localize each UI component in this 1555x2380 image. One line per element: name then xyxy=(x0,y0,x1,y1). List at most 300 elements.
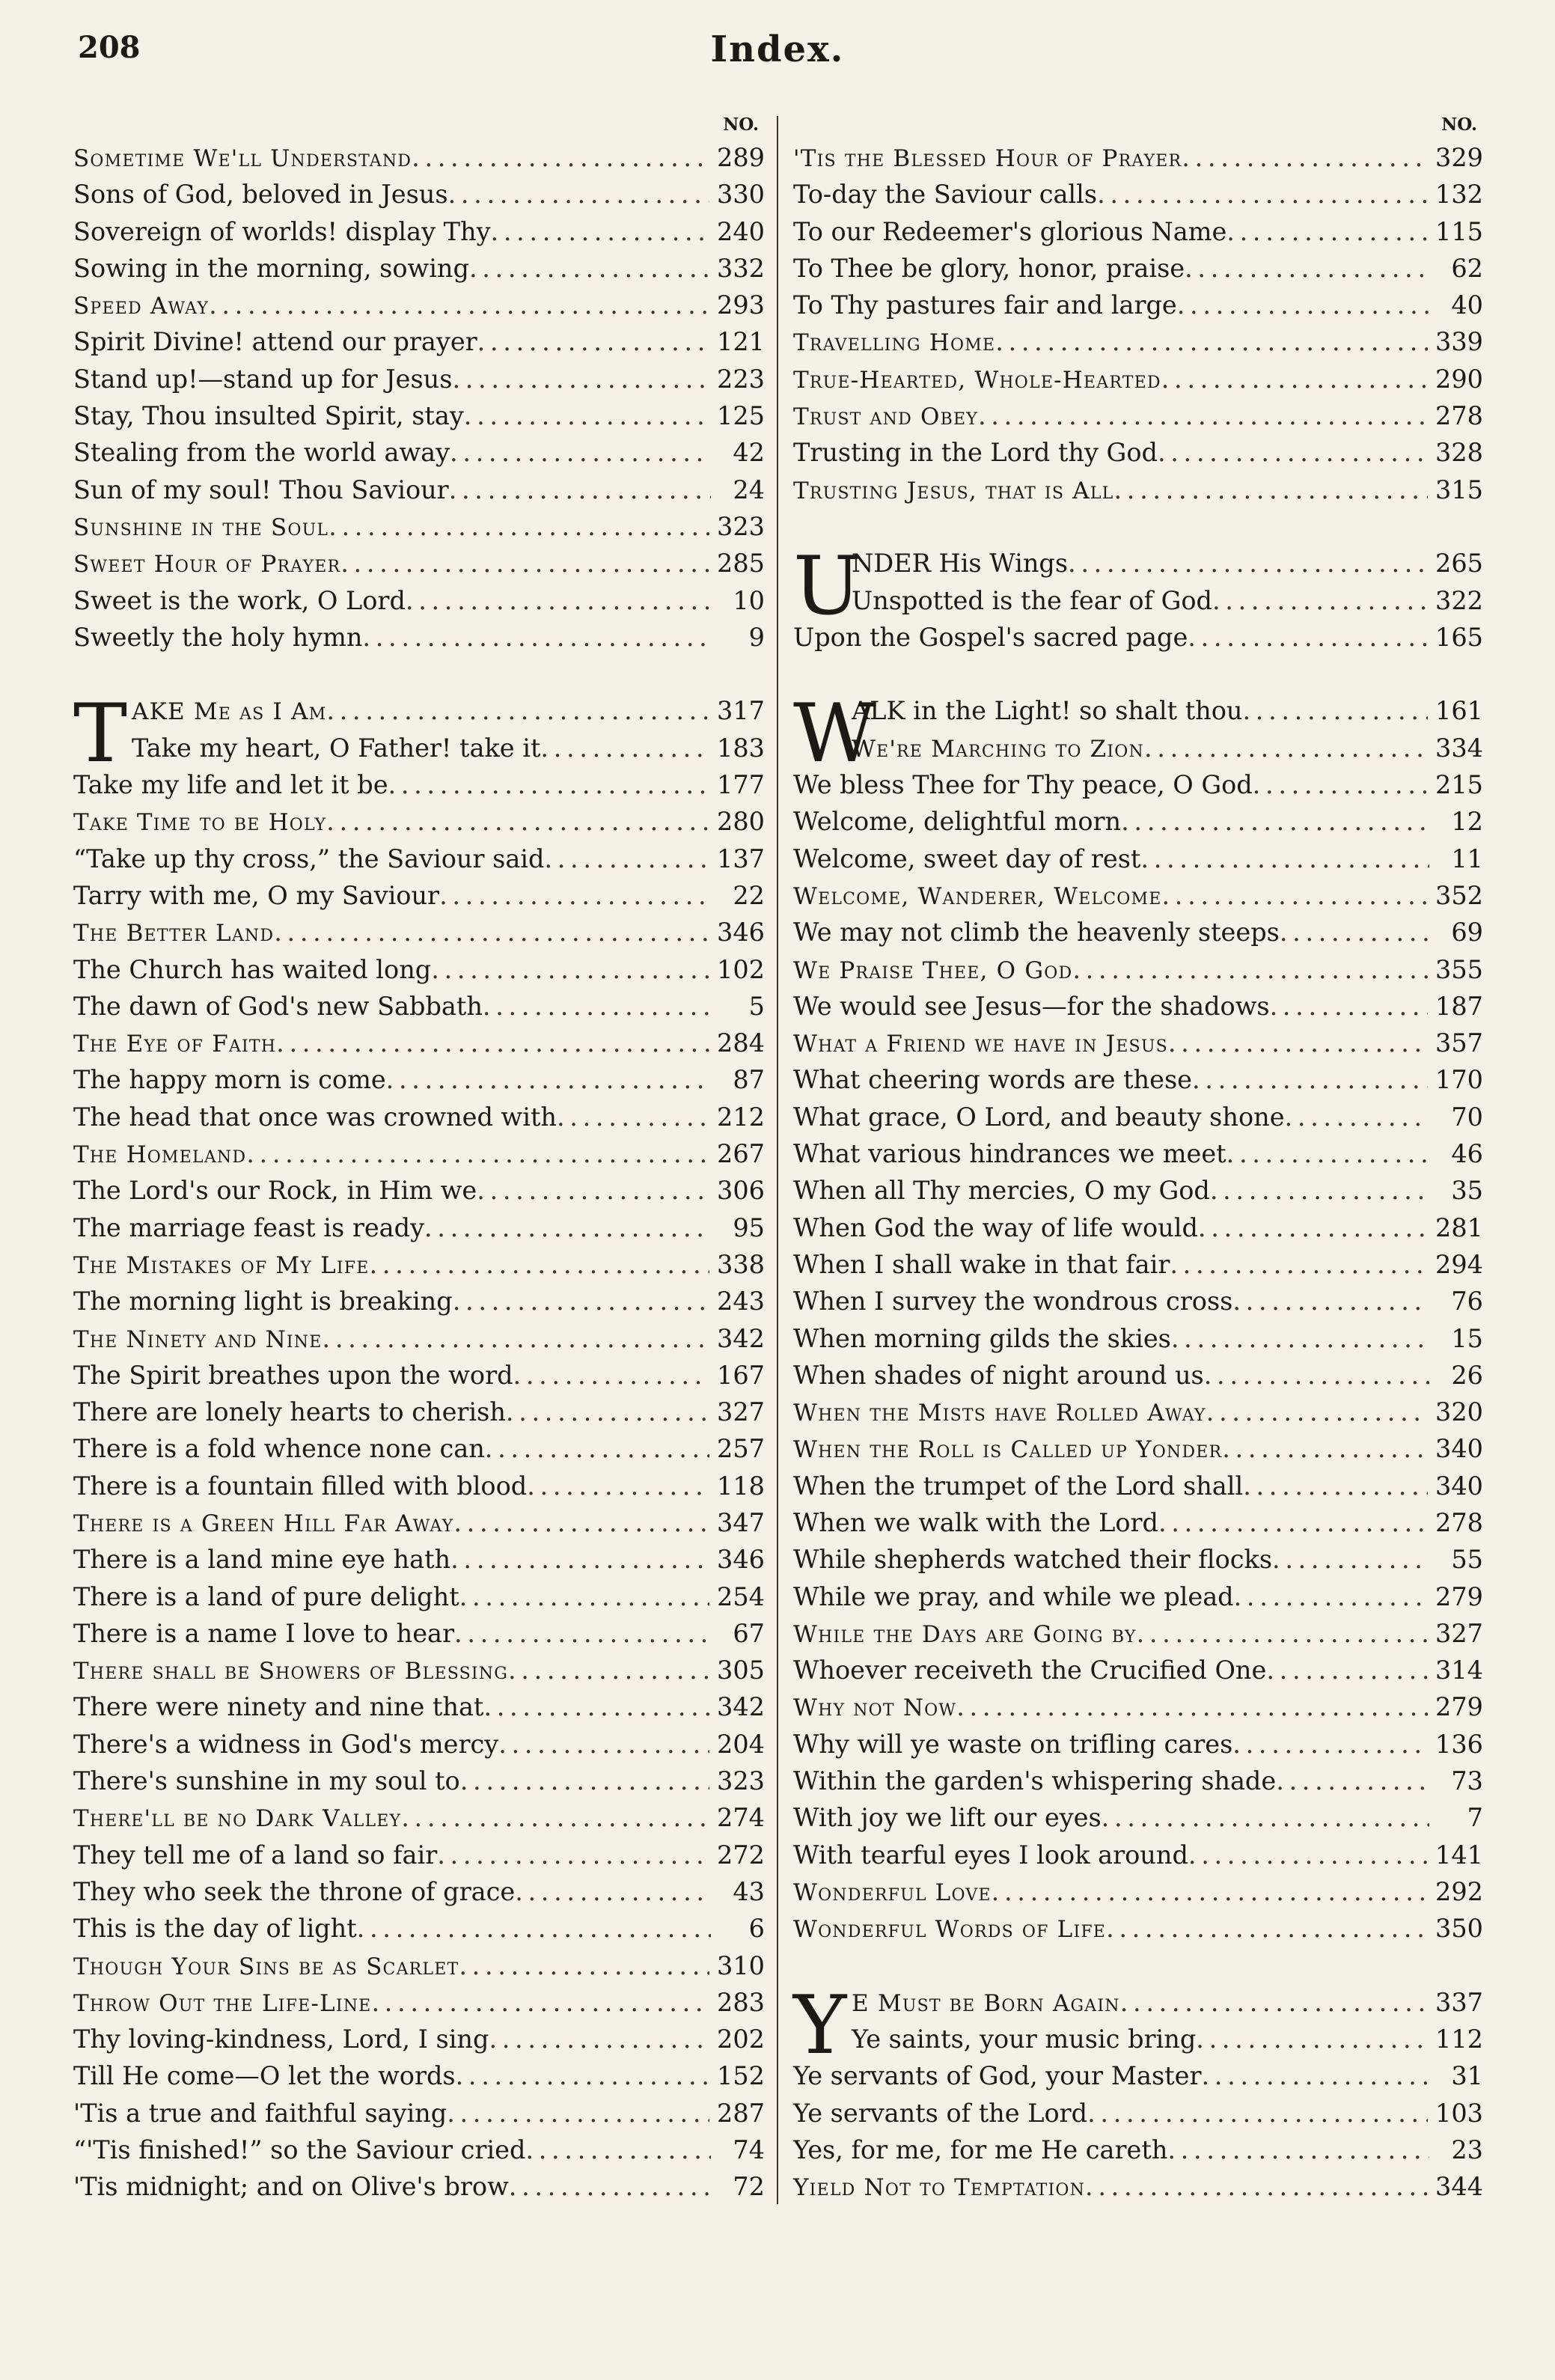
hymn-title: Wonderful Love xyxy=(793,1879,992,1906)
hymn-number: 73 xyxy=(1451,1766,1483,1796)
hymn-title: The Lord's our Rock, in Him we xyxy=(73,1176,477,1206)
drop-cap-initial: U xyxy=(793,540,862,634)
dot-leader xyxy=(1272,1541,1429,1578)
index-entry xyxy=(73,1763,765,1799)
hymn-title: Stealing from the world away xyxy=(73,438,450,468)
index-entry xyxy=(73,1615,765,1652)
dot-leader xyxy=(1106,1910,1428,1947)
hymn-title: Thy loving-kindness, Lord, I sing xyxy=(73,2024,489,2054)
index-entry xyxy=(793,2132,1483,2168)
dot-leader xyxy=(1206,1394,1428,1430)
hymn-title: What cheering words are these xyxy=(793,1065,1192,1095)
hymn-number: 170 xyxy=(1435,1065,1483,1095)
index-entry xyxy=(73,1504,765,1541)
hymn-number: 347 xyxy=(717,1507,765,1537)
hymn-number: 22 xyxy=(733,880,765,910)
index-entry xyxy=(73,582,765,619)
hymn-number: 278 xyxy=(1435,1507,1483,1537)
hymn-title: Ye servants of God, your Master xyxy=(793,2061,1202,2091)
dot-leader xyxy=(483,988,711,1025)
hymn-title: Upon the Gospel's sacred page xyxy=(793,622,1188,652)
hymn-title: Whoever receiveth the Crucified One xyxy=(793,1656,1267,1685)
index-entry xyxy=(73,914,765,951)
index-entry xyxy=(793,176,1483,213)
hymn-number: 74 xyxy=(733,2135,765,2165)
dot-leader xyxy=(1168,1025,1428,1061)
dot-leader xyxy=(326,692,709,729)
index-entry xyxy=(793,1283,1483,1319)
dot-leader xyxy=(1171,1320,1429,1357)
hymn-title: The Mistakes of My Life xyxy=(73,1251,370,1279)
dot-leader xyxy=(1158,1504,1428,1541)
dot-leader xyxy=(1072,951,1428,988)
hymn-title: When we walk with the Lord xyxy=(793,1507,1158,1537)
index-entry xyxy=(73,2132,765,2168)
hymn-title: Ye servants of the Lord xyxy=(793,2098,1088,2128)
hymn-title: Trusting Jesus, that is All xyxy=(793,477,1114,504)
hymn-number: 72 xyxy=(733,2172,765,2202)
dot-leader xyxy=(506,1394,709,1430)
hymn-number: 141 xyxy=(1435,1840,1483,1870)
index-entry xyxy=(793,1652,1483,1688)
dot-leader xyxy=(274,914,709,951)
dot-leader xyxy=(388,766,710,803)
section-spacer xyxy=(793,1947,1483,1984)
hymn-title: Stand up!—stand up for Jesus xyxy=(73,364,453,394)
dot-leader xyxy=(326,803,709,840)
index-entry xyxy=(73,250,765,287)
dot-leader xyxy=(995,323,1428,360)
dot-leader xyxy=(424,1209,711,1246)
index-entry xyxy=(73,1209,765,1246)
hymn-title: What grace, O Lord, and beauty shone xyxy=(793,1102,1285,1132)
dot-leader xyxy=(485,1430,709,1467)
hymn-title: There is a fountain filled with blood xyxy=(73,1471,528,1501)
hymn-number: 283 xyxy=(717,1987,765,2017)
index-entry xyxy=(793,1468,1483,1504)
index-entry xyxy=(73,545,765,582)
hymn-number: 137 xyxy=(717,843,765,873)
hymn-title: Yield Not to Temptation xyxy=(793,2174,1086,2202)
dot-leader xyxy=(406,582,711,619)
hymn-title: Why not Now xyxy=(793,1694,957,1722)
hymn-number: 136 xyxy=(1435,1729,1483,1759)
dot-leader xyxy=(1198,1209,1428,1246)
hymn-title: To our Redeemer's glorious Name xyxy=(793,216,1227,246)
hymn-title: 'Tis the Blessed Hour of Prayer xyxy=(793,145,1182,172)
hymn-number: 6 xyxy=(748,1914,765,1944)
hymn-number: 167 xyxy=(717,1360,765,1390)
hymn-number: 274 xyxy=(717,1803,765,1833)
dot-leader xyxy=(1192,1061,1428,1098)
hymn-title: The Homeland xyxy=(73,1141,247,1169)
hymn-number: 70 xyxy=(1451,1102,1483,1132)
index-entry xyxy=(793,250,1483,287)
index-entry xyxy=(73,2057,765,2094)
dot-leader xyxy=(1212,582,1428,619)
index-entry xyxy=(793,914,1483,951)
index-entry xyxy=(73,139,765,176)
hymn-title: When shades of night around us xyxy=(793,1360,1204,1390)
hymn-title: There were ninety and nine that xyxy=(73,1692,484,1722)
hymn-title: When God the way of life would xyxy=(793,1212,1198,1242)
hymn-number: 23 xyxy=(1451,2135,1483,2165)
hymn-title: Sowing in the morning, sowing xyxy=(73,253,469,283)
hymn-title: E Must be Born Again xyxy=(852,1989,1120,2017)
index-entry xyxy=(793,1910,1483,1947)
hymn-title: Ye saints, your music bring xyxy=(852,2024,1197,2054)
hymn-title: There'll be no Dark Valley xyxy=(73,1805,402,1833)
hymn-title: Welcome, delightful morn xyxy=(793,807,1122,837)
dot-leader xyxy=(1253,766,1428,803)
dot-leader xyxy=(1121,803,1429,840)
drop-cap-initial: Y xyxy=(793,1978,847,2072)
index-entry xyxy=(73,1873,765,1910)
hymn-title: Sovereign of worlds! display Thy xyxy=(73,216,491,246)
index-entry xyxy=(73,803,765,840)
index-entry xyxy=(793,766,1483,803)
dot-leader xyxy=(1234,1578,1428,1615)
index-entry xyxy=(793,1873,1483,1910)
hymn-number: 323 xyxy=(717,511,765,541)
hymn-number: 322 xyxy=(1435,585,1483,615)
dot-leader xyxy=(1276,1763,1429,1799)
hymn-number: 292 xyxy=(1435,1876,1483,1906)
index-entry xyxy=(73,213,765,250)
hymn-title: Till He come—O let the words xyxy=(73,2061,456,2091)
dot-leader xyxy=(515,1873,711,1910)
hymn-title: Yes, for me, for me He careth xyxy=(793,2135,1168,2165)
hymn-title: When the Roll is Called up Yonder xyxy=(793,1436,1223,1464)
index-entry xyxy=(73,988,765,1025)
hymn-title: To Thee be glory, honor, praise xyxy=(793,253,1185,283)
dot-leader xyxy=(386,1061,711,1098)
hymn-title: Sweet Hour of Prayer xyxy=(73,551,341,579)
hymn-title: We would see Jesus—for the shadows xyxy=(793,991,1270,1021)
hymn-title: The happy morn is come xyxy=(73,1065,386,1095)
dot-leader xyxy=(1226,213,1428,250)
dot-leader xyxy=(459,1947,709,1984)
hymn-number: 161 xyxy=(1435,696,1483,726)
index-entry xyxy=(73,2021,765,2057)
hymn-number: 55 xyxy=(1451,1545,1483,1575)
hymn-number: 103 xyxy=(1435,2098,1483,2128)
hymn-number: 183 xyxy=(717,733,765,763)
hymn-number: 350 xyxy=(1435,1914,1483,1944)
hymn-number: 278 xyxy=(1435,401,1483,431)
dot-leader xyxy=(431,951,709,988)
index-entry xyxy=(793,287,1483,323)
dot-leader xyxy=(483,1688,709,1725)
dot-leader xyxy=(477,1172,709,1209)
hymn-title: Wonderful Words of Life xyxy=(793,1916,1107,1944)
dot-leader xyxy=(1210,1172,1429,1209)
dot-leader xyxy=(246,1135,709,1172)
index-entry xyxy=(73,1246,765,1283)
hymn-number: 285 xyxy=(717,549,765,579)
hymn-title: The Church has waited long xyxy=(73,954,432,984)
hymn-number: 95 xyxy=(733,1212,765,1242)
hymn-title: When the Mists have Rolled Away xyxy=(793,1400,1206,1427)
index-entry xyxy=(73,619,765,656)
hymn-number: 314 xyxy=(1435,1656,1483,1685)
index-column-right xyxy=(793,111,1483,2206)
hymn-number: 215 xyxy=(1435,770,1483,800)
dot-leader xyxy=(1158,434,1428,471)
hymn-title: The marriage feast is ready xyxy=(73,1212,424,1242)
hymn-title: With joy we lift our eyes xyxy=(793,1803,1102,1833)
hymn-number: 204 xyxy=(717,1729,765,1759)
dot-leader xyxy=(357,1910,711,1947)
hymn-title: Unspotted is the fear of God xyxy=(852,585,1212,615)
hymn-number: 327 xyxy=(1435,1618,1483,1648)
index-entry xyxy=(793,139,1483,176)
hymn-title: The head that once was crowned with xyxy=(73,1102,557,1132)
hymn-number: 357 xyxy=(1435,1028,1483,1058)
index-entry xyxy=(73,1025,765,1061)
index-entry xyxy=(73,1984,765,2021)
dot-leader xyxy=(1185,250,1429,287)
hymn-title: There is a land of pure delight xyxy=(73,1581,459,1611)
index-entry xyxy=(793,1172,1483,1209)
dot-leader xyxy=(450,1541,709,1578)
dot-leader xyxy=(456,2057,709,2094)
index-entry xyxy=(793,840,1483,877)
hymn-number: 24 xyxy=(733,475,765,504)
index-entry xyxy=(793,397,1483,434)
index-entry xyxy=(73,1172,765,1209)
hymn-number: 289 xyxy=(717,143,765,172)
index-entry xyxy=(73,1910,765,1947)
dot-leader xyxy=(1201,2057,1429,2094)
index-entry xyxy=(73,1947,765,1984)
hymn-number: 112 xyxy=(1435,2024,1483,2054)
hymn-number: 323 xyxy=(717,1766,765,1796)
dot-leader xyxy=(1182,139,1428,176)
hymn-number: 339 xyxy=(1435,327,1483,357)
hymn-title: Tarry with me, O my Saviour xyxy=(73,880,440,910)
index-entry xyxy=(73,1652,765,1688)
hymn-title: 'Tis midnight; and on Olive's brow xyxy=(73,2172,509,2202)
hymn-number: 280 xyxy=(717,807,765,837)
hymn-title: The Ninety and Nine xyxy=(73,1325,323,1353)
hymn-title: Sweetly the holy hymn xyxy=(73,622,363,652)
hymn-title: When the trumpet of the Lord shall xyxy=(793,1471,1244,1501)
dot-leader xyxy=(477,323,709,360)
dot-leader xyxy=(1243,1468,1428,1504)
hymn-title: What a Friend we have in Jesus xyxy=(793,1031,1168,1058)
hymn-number: 257 xyxy=(717,1434,765,1464)
hymn-number: 125 xyxy=(717,401,765,431)
hymn-title: While we pray, and while we plead xyxy=(793,1581,1234,1611)
dot-leader xyxy=(557,1099,709,1135)
index-entry xyxy=(73,1357,765,1394)
hymn-title: Sweet is the work, O Lord xyxy=(73,585,406,615)
dot-leader xyxy=(1137,1615,1428,1652)
index-entry xyxy=(73,1135,765,1172)
hymn-number: 328 xyxy=(1435,438,1483,468)
hymn-title: We bless Thee for Thy peace, O God xyxy=(793,770,1253,800)
hymn-title: Sun of my soul! Thou Saviour xyxy=(73,475,449,504)
hymn-title: True-Hearted, Whole-Hearted xyxy=(793,366,1161,394)
hymn-number: 287 xyxy=(717,2098,765,2128)
hymn-number: 279 xyxy=(1435,1581,1483,1611)
hymn-number: 187 xyxy=(1435,991,1483,1021)
dot-leader xyxy=(1188,1837,1428,1873)
dot-leader xyxy=(362,619,711,656)
index-entry xyxy=(793,582,1483,619)
hymn-number: 243 xyxy=(717,1287,765,1316)
hymn-title: There is a land mine eye hath xyxy=(73,1545,451,1575)
hymn-title: The Spirit breathes upon the word xyxy=(73,1360,513,1390)
hymn-number: 281 xyxy=(1435,1212,1483,1242)
hymn-title: Why will ye waste on trifling cares xyxy=(793,1729,1233,1759)
hymn-number: 320 xyxy=(1435,1397,1483,1427)
hymn-number: 293 xyxy=(717,290,765,320)
hymn-number: 43 xyxy=(733,1876,765,1906)
section-spacer xyxy=(73,656,765,692)
dot-leader xyxy=(459,1578,709,1615)
hymn-title: We're Marching to Zion xyxy=(852,735,1144,763)
hymn-title: While the Days are Going by xyxy=(793,1620,1137,1648)
dot-leader xyxy=(448,176,709,213)
index-entry xyxy=(73,1688,765,1725)
hymn-number: 310 xyxy=(717,1950,765,1980)
index-entry xyxy=(793,951,1483,988)
hymn-title: Take my heart, O Father! take it xyxy=(132,733,541,763)
hymn-title: The morning light is breaking xyxy=(73,1287,453,1316)
hymn-title: Sometime We'll Understand xyxy=(73,145,412,172)
hymn-number: 115 xyxy=(1435,216,1483,246)
hymn-number: 177 xyxy=(717,770,765,800)
hymn-title: Welcome, Wanderer, Welcome xyxy=(793,882,1162,910)
index-entry xyxy=(73,1061,765,1098)
index-entry xyxy=(73,1799,765,1836)
index-entry xyxy=(73,1394,765,1430)
hymn-title: While shepherds watched their flocks xyxy=(793,1545,1273,1575)
dot-leader xyxy=(1085,2168,1428,2205)
hymn-title: Stay, Thou insulted Spirit, stay xyxy=(73,401,464,431)
hymn-number: 5 xyxy=(748,991,765,1021)
index-entry xyxy=(793,1726,1483,1763)
dot-leader xyxy=(1280,914,1429,951)
index-entry xyxy=(793,1763,1483,1799)
dot-leader xyxy=(1167,2132,1429,2168)
index-entry xyxy=(73,1320,765,1357)
dot-leader xyxy=(992,1873,1428,1910)
hymn-title: There is a fold whence none can xyxy=(73,1434,485,1464)
hymn-number: 279 xyxy=(1435,1692,1483,1722)
hymn-number: 315 xyxy=(1435,475,1483,504)
hymn-number: 355 xyxy=(1435,954,1483,984)
hymn-number: 334 xyxy=(1435,733,1483,763)
hymn-number: 132 xyxy=(1435,180,1483,210)
hymn-number: 346 xyxy=(717,1545,765,1575)
dot-leader xyxy=(454,1615,711,1652)
index-entry xyxy=(793,803,1483,840)
index-entry xyxy=(73,1099,765,1135)
dot-leader xyxy=(1068,545,1428,582)
dot-leader xyxy=(460,1763,709,1799)
hymn-title: Spirit Divine! attend our prayer xyxy=(73,327,477,357)
index-column-left xyxy=(73,111,765,2206)
hymn-number: 69 xyxy=(1451,918,1483,948)
dot-leader xyxy=(1266,1652,1428,1688)
hymn-number: 87 xyxy=(733,1065,765,1095)
dot-leader xyxy=(978,397,1428,434)
hymn-title: To Thy pastures fair and large xyxy=(793,290,1177,320)
hymn-title: There is a Green Hill Far Away xyxy=(73,1510,454,1537)
index-entry xyxy=(73,766,765,803)
hymn-number: 118 xyxy=(717,1471,765,1501)
dot-leader xyxy=(449,472,711,508)
hymn-number: 352 xyxy=(1435,880,1483,910)
index-entry xyxy=(793,1357,1483,1394)
dot-leader xyxy=(1087,2095,1428,2132)
hymn-title: Sons of God, beloved in Jesus xyxy=(73,180,448,210)
hymn-title: “Take up thy cross,” the Saviour said xyxy=(73,843,545,873)
hymn-number: 67 xyxy=(733,1618,765,1648)
hymn-number: 62 xyxy=(1451,253,1483,283)
hymn-title: The Better Land xyxy=(73,920,275,948)
hymn-title: Take Time to be Holy xyxy=(73,809,327,837)
hymn-number: 11 xyxy=(1451,843,1483,873)
hymn-number: 102 xyxy=(717,954,765,984)
dot-leader xyxy=(1161,361,1428,397)
hymn-number: 212 xyxy=(717,1102,765,1132)
hymn-title: 'Tis a true and faithful saying xyxy=(73,2098,447,2128)
hymn-title: ALK in the Light! so shalt thou xyxy=(852,696,1243,726)
index-entry xyxy=(793,323,1483,360)
dot-leader xyxy=(340,545,709,582)
index-entry xyxy=(73,1541,765,1578)
dot-leader xyxy=(447,2095,709,2132)
hymn-number: 337 xyxy=(1435,1987,1483,2017)
hymn-title: Trust and Obey xyxy=(793,403,978,431)
dot-leader xyxy=(209,287,709,323)
index-entry xyxy=(73,2095,765,2132)
index-entry xyxy=(793,472,1483,508)
index-entry xyxy=(793,1430,1483,1467)
index-entry xyxy=(73,840,765,877)
hymn-title: Though Your Sins be as Scarlet xyxy=(73,1953,459,1980)
dot-leader xyxy=(1204,1357,1429,1394)
index-entry xyxy=(793,1135,1483,1172)
index-entry xyxy=(793,1209,1483,1246)
hymn-number: 240 xyxy=(717,216,765,246)
dot-leader xyxy=(1222,1430,1428,1467)
dot-leader xyxy=(453,1504,709,1541)
hymn-number: 265 xyxy=(1435,549,1483,579)
dot-leader xyxy=(450,434,711,471)
index-entry xyxy=(793,2168,1483,2205)
dot-leader xyxy=(1144,730,1428,766)
hymn-title: Trusting in the Lord thy God xyxy=(793,438,1158,468)
hymn-number: 290 xyxy=(1435,364,1483,394)
hymn-number: 76 xyxy=(1451,1287,1483,1316)
dot-leader xyxy=(508,1652,709,1688)
index-entry xyxy=(73,2168,765,2205)
hymn-number: 26 xyxy=(1451,1360,1483,1390)
hymn-number: 340 xyxy=(1435,1471,1483,1501)
dot-leader xyxy=(412,139,709,176)
hymn-title: There's sunshine in my soul to xyxy=(73,1766,460,1796)
hymn-number: 329 xyxy=(1435,143,1483,172)
dot-leader xyxy=(956,1688,1428,1725)
index-entry xyxy=(73,508,765,545)
index-entry xyxy=(793,1799,1483,1836)
hymn-number: 202 xyxy=(717,2024,765,2054)
